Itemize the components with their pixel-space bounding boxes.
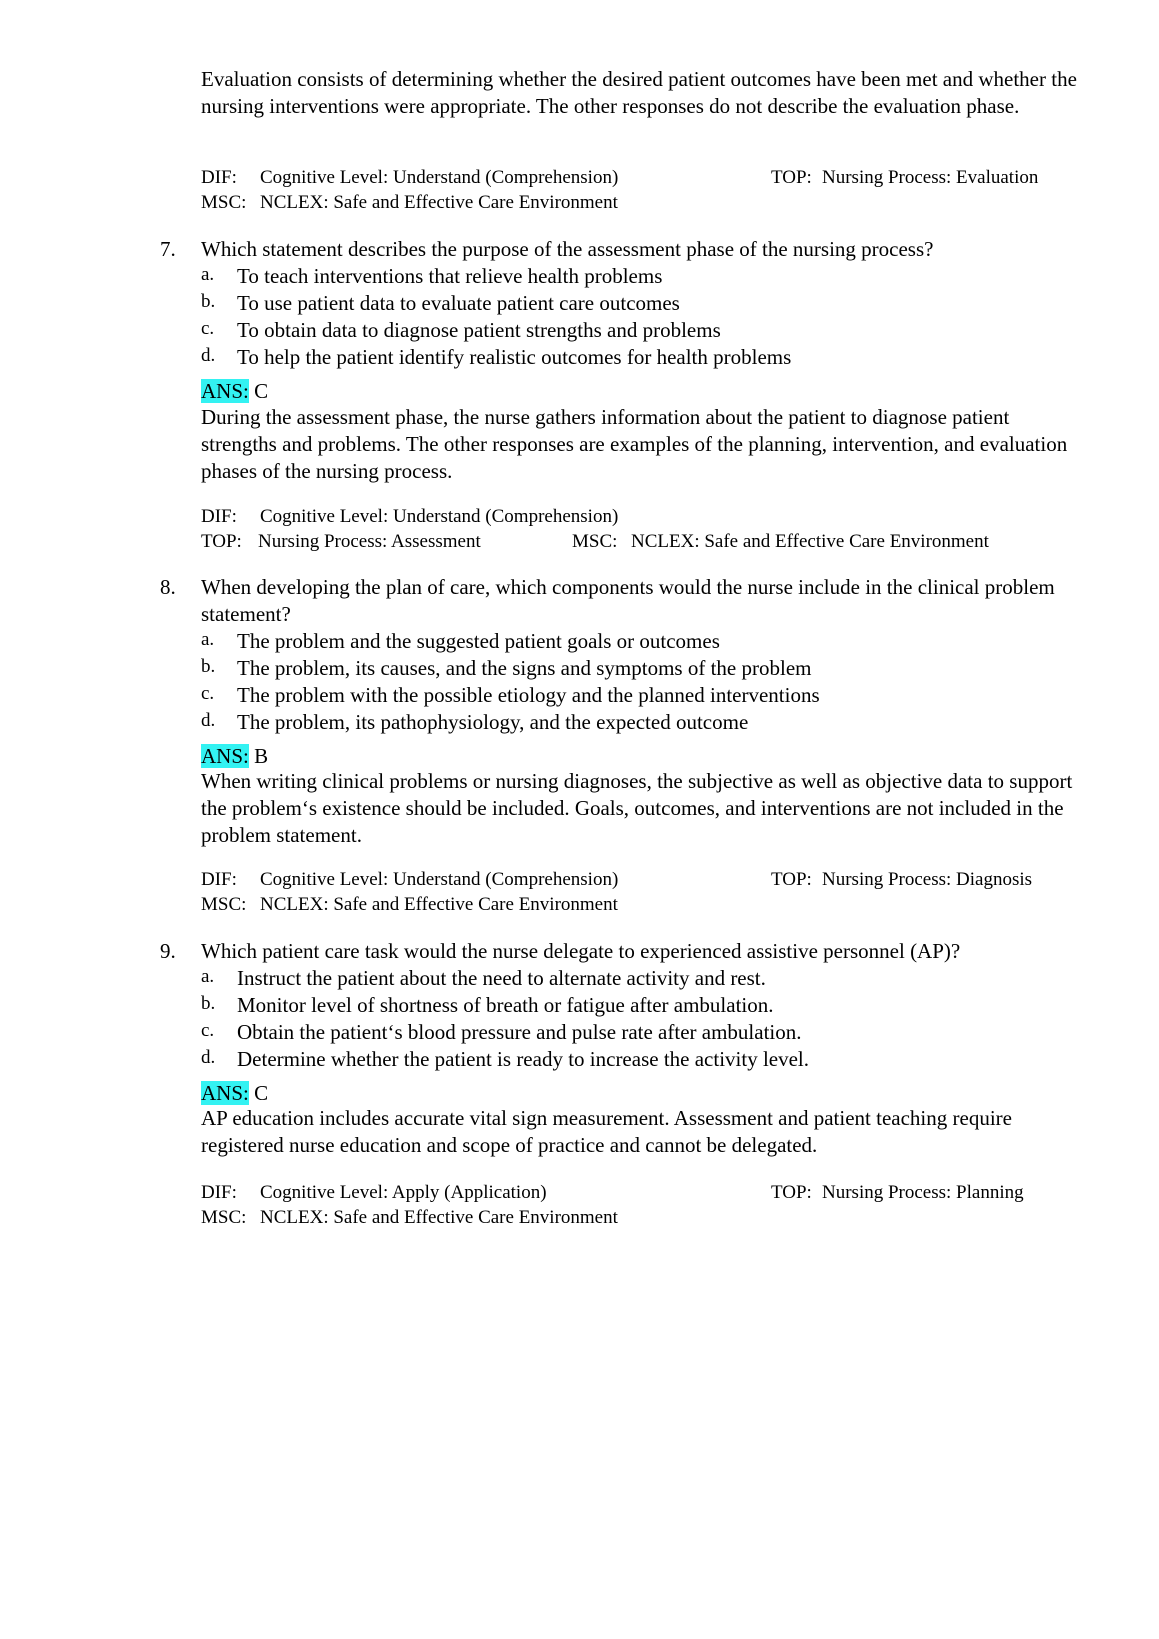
question-stem: When developing the plan of care, which components would the nurse include in the clinical problem statement? [201,575,1055,626]
question-number: 7. [160,237,176,261]
option-letter: a. [201,629,215,650]
answer-option [201,317,1080,344]
rationale-text: Evaluation consists of determining whether the desired patient outcomes have been met and whether the nursing interventions were appropriate. The other responses do not describe the evaluation phase. [201,67,1077,118]
option-text: Determine whether the patient is ready to increase the activity level. [237,1047,810,1071]
answer-option [201,709,1080,736]
dif-value: Cognitive Level: Understand (Comprehension) [260,167,619,188]
option-text: The problem with the possible etiology and the planned interventions [237,683,820,707]
option-text: The problem and the suggested patient goals or outcomes [237,629,720,653]
option-letter: a. [201,264,215,285]
ans-label-highlight: ANS: [201,379,249,403]
top-label: TOP: [771,167,812,188]
msc-value: NCLEX: Safe and Effective Care Environment [260,894,618,915]
answer-key [201,743,268,770]
question-stem: Which patient care task would the nurse delegate to experienced assistive personnel (AP)? [201,939,961,963]
msc-label: MSC: [201,1207,247,1228]
option-letter: c. [201,683,215,704]
top-label: TOP: [771,869,812,890]
question-metadata [201,504,1081,554]
dif-label: DIF: [201,1182,237,1203]
answer-option [201,628,1080,655]
top-value: Nursing Process: Planning [822,1182,1024,1203]
option-text: The problem, its causes, and the signs and symptoms of the problem [237,656,812,680]
msc-value: NCLEX: Safe and Effective Care Environment [260,1207,618,1228]
top-value: Nursing Process: Assessment [258,531,481,552]
option-text: To teach interventions that relieve health problems [237,264,663,288]
rationale-text: When writing clinical problems or nursing diagnoses, the subjective as well as objective data to support the problem‘s existence should be included. Goals, outcomes, and interventions are not included in the problem statement. [201,769,1073,847]
dif-label: DIF: [201,506,237,527]
question-number: 9. [160,939,176,963]
answer-option [201,1046,1080,1073]
question-metadata [201,1180,1081,1230]
answer-letter: C [254,1081,269,1105]
option-letter: d. [201,1047,216,1068]
answer-option [201,263,1080,290]
option-text: To obtain data to diagnose patient strengths and problems [237,318,721,342]
question-metadata [201,165,1081,215]
rationale-text: During the assessment phase, the nurse gathers information about the patient to diagnose patient strengths and problems. The other responses are examples of the planning, intervention, and evaluation phases of the nursing process. [201,405,1068,483]
option-letter: c. [201,1020,215,1041]
option-letter: b. [201,993,216,1014]
msc-label: MSC: [572,531,618,552]
dif-value: Cognitive Level: Apply (Application) [260,1182,547,1203]
rationale-text: AP education includes accurate vital sign measurement. Assessment and patient teaching require registered nurse education and scope of practice and cannot be delegated. [201,1106,1012,1157]
option-letter: c. [201,318,215,339]
answer-key [201,378,268,405]
msc-label: MSC: [201,192,247,213]
option-text: Instruct the patient about the need to alternate activity and rest. [237,966,766,990]
option-letter: b. [201,656,216,677]
dif-label: DIF: [201,167,237,188]
answer-option [201,682,1080,709]
option-letter: d. [201,345,216,366]
dif-value: Cognitive Level: Understand (Comprehension) [260,506,619,527]
top-label: TOP: [771,1182,812,1203]
answer-letter: C [254,379,269,403]
ans-label-highlight: ANS: [201,1081,249,1105]
option-letter: b. [201,291,216,312]
option-text: To use patient data to evaluate patient care outcomes [237,291,680,315]
option-text: To help the patient identify realistic outcomes for health problems [237,345,792,369]
answer-option [201,655,1080,682]
answer-option [201,992,1080,1019]
question-block [160,574,1080,736]
answer-option [201,290,1080,317]
dif-value: Cognitive Level: Understand (Comprehension) [260,869,619,890]
top-value: Nursing Process: Diagnosis [822,869,1033,890]
option-letter: d. [201,710,216,731]
msc-label: MSC: [201,894,247,915]
top-value: Nursing Process: Evaluation [822,167,1039,188]
option-text: Obtain the patient‘s blood pressure and pulse rate after ambulation. [237,1020,802,1044]
answer-option [201,1019,1080,1046]
msc-value: NCLEX: Safe and Effective Care Environment [631,531,989,552]
question-stem: Which statement describes the purpose of the assessment phase of the nursing process? [201,237,934,261]
answer-option [201,344,1080,371]
option-text: The problem, its pathophysiology, and the expected outcome [237,710,749,734]
answer-key [201,1080,268,1107]
msc-value: NCLEX: Safe and Effective Care Environment [260,192,618,213]
top-label: TOP: [201,531,242,552]
answer-letter: B [254,744,269,768]
question-block [160,938,1080,1073]
ans-label-highlight: ANS: [201,744,249,768]
question-number: 8. [160,575,176,599]
dif-label: DIF: [201,869,237,890]
question-block [160,236,1080,371]
option-letter: a. [201,966,215,987]
question-metadata [201,867,1081,917]
answer-option [201,965,1080,992]
option-text: Monitor level of shortness of breath or fatigue after ambulation. [237,993,774,1017]
